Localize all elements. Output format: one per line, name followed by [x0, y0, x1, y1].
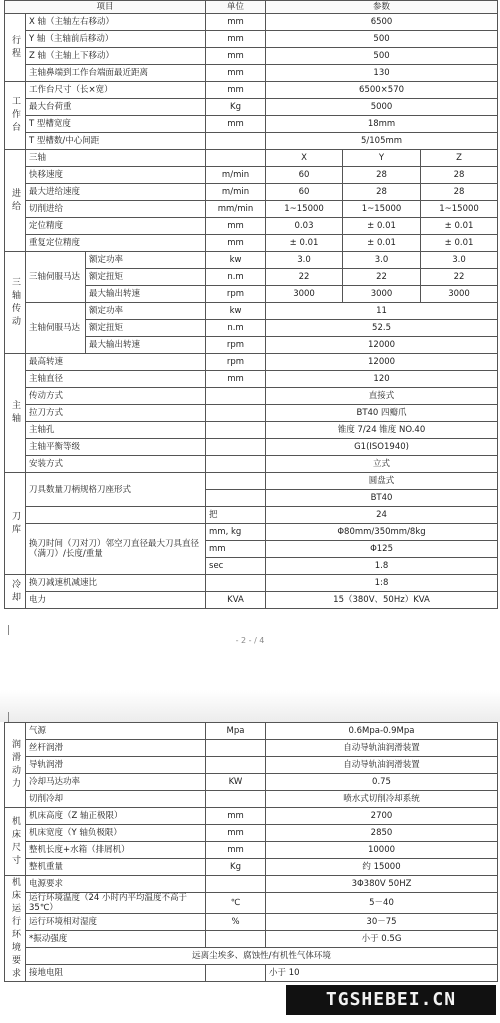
spec-unit: Kg [206, 859, 266, 876]
spec-value: 12000 [266, 354, 498, 371]
table-row [5, 842, 498, 859]
spec-unit [206, 757, 266, 774]
spec-label: 换刀减速机减速比 [26, 575, 206, 592]
axis-value-x: 3000 [266, 286, 343, 303]
axis-value-z: 28 [421, 167, 498, 184]
table-row [5, 218, 498, 235]
spec-unit [206, 575, 266, 592]
axis-value-z: 22 [421, 269, 498, 286]
table-row [5, 524, 498, 541]
spec-unit [206, 388, 266, 405]
spec-table-2 [4, 722, 498, 982]
spec-unit: mm [206, 14, 266, 31]
spec-value: 2850 [266, 825, 498, 842]
table-row [5, 116, 498, 133]
spec-label: 快移速度 [26, 167, 206, 184]
table-row [5, 507, 498, 524]
table-row [5, 439, 498, 456]
spec-value: 6500 [266, 14, 498, 31]
spec-value: Φ80mm/350mm/8kg [266, 524, 498, 541]
spec-unit [206, 422, 266, 439]
header-unit: 单位 [206, 1, 266, 14]
table-row [5, 150, 498, 167]
axis-value-y: 28 [343, 184, 421, 201]
spec-label: 气源 [26, 723, 206, 740]
table-row [5, 592, 498, 609]
servo-subgroup-label: 三轴伺服马达 [26, 252, 86, 303]
spec-value: 18mm [266, 116, 498, 133]
table-row [5, 14, 498, 31]
axis-header: Y [343, 150, 421, 167]
spec-unit: mm/min [206, 201, 266, 218]
spec-label: Z 轴（主轴上下移动） [26, 48, 206, 65]
table-row [5, 184, 498, 201]
spec-value: 直接式 [266, 388, 498, 405]
spec-label: 运行环境温度（24 小时内平均温度不高于 35℃） [26, 893, 206, 914]
spec-label: 额定功率 [86, 252, 206, 269]
table-row [5, 31, 498, 48]
table-row [5, 405, 498, 422]
spec-value: 自动导轨油润滑装置 [266, 757, 498, 774]
spindle-group-label: 主轴 [5, 354, 26, 473]
spec-label: 主轴平衡等级 [26, 439, 206, 456]
worktable-group-label: 工作台 [5, 82, 26, 150]
table-row [5, 82, 498, 99]
empty-cell [206, 965, 266, 982]
spec-value: 130 [266, 65, 498, 82]
environment-group-label: 机床运行环境要求 [5, 876, 26, 982]
margin-mark [8, 712, 9, 722]
table-row [5, 914, 498, 931]
tool-group-label: 刀库 [5, 473, 26, 575]
machine-size-group-label: 机床尺寸 [5, 808, 26, 876]
spec-unit [206, 133, 266, 150]
table-row [5, 354, 498, 371]
spec-label: 机床高度（Z 轴正极限） [26, 808, 206, 825]
table-row [5, 757, 498, 774]
spec-label: 整机重量 [26, 859, 206, 876]
spec-label: 定位精度 [26, 218, 206, 235]
spec-value: 5000 [266, 99, 498, 116]
table-row [5, 48, 498, 65]
environment-note: 远离尘埃多、腐蚀性/有机性气体环境 [26, 948, 498, 965]
spec-unit [206, 876, 266, 893]
table-row [5, 893, 498, 914]
spec-value: 立式 [266, 456, 498, 473]
spec-value: 30－75 [266, 914, 498, 931]
table-row [5, 456, 498, 473]
axis-value-x: 60 [266, 184, 343, 201]
spec-label: 传动方式 [26, 388, 206, 405]
spec-unit: mm [206, 65, 266, 82]
spec-label: 额定扭矩 [86, 320, 206, 337]
page-number: - 2 - / 4 [235, 636, 265, 645]
spec-unit: ℃ [206, 893, 266, 914]
spec-unit [206, 439, 266, 456]
axis-value-x: 22 [266, 269, 343, 286]
page-shadow [0, 690, 500, 722]
spec-value: 0.75 [266, 774, 498, 791]
spec-label: 工作台尺寸（长×宽） [26, 82, 206, 99]
spec-label: 切削进给 [26, 201, 206, 218]
spec-label: 整机长度+水箱（排屑机） [26, 842, 206, 859]
axis-value-y: 1~15000 [343, 201, 421, 218]
axis-value-y: ± 0.01 [343, 218, 421, 235]
table-row [5, 235, 498, 252]
table-row [5, 931, 498, 948]
spec-unit: kw [206, 303, 266, 320]
spec-unit: mm, kg [206, 524, 266, 541]
empty-cell [206, 150, 266, 167]
site-watermark: TGSHEBEI.CN [286, 985, 496, 1015]
drive-group-label: 三轴传动 [5, 252, 26, 354]
spec-value: 120 [266, 371, 498, 388]
spec-value: 10000 [266, 842, 498, 859]
table-row [5, 575, 498, 592]
spec-unit: mm [206, 808, 266, 825]
axis-value-z: 1~15000 [421, 201, 498, 218]
spec-unit: % [206, 914, 266, 931]
spec-unit: rpm [206, 337, 266, 354]
spec-label: 换刀时间（刀对刀）邻空刀直径最大刀具直径（满刀）/长度/重量 [26, 524, 206, 575]
spec-unit [206, 405, 266, 422]
spec-value: 喷水式切削冷却系统 [266, 791, 498, 808]
axis-value-z: ± 0.01 [421, 235, 498, 252]
spec-value: 12000 [266, 337, 498, 354]
axis-value-y: ± 0.01 [343, 235, 421, 252]
spec-value: 5－40 [266, 893, 498, 914]
axis-header-label: 三轴 [26, 150, 206, 167]
table-row [5, 876, 498, 893]
table-row [5, 791, 498, 808]
axis-value-x: 60 [266, 167, 343, 184]
axis-value-y: 3000 [343, 286, 421, 303]
table-row [5, 252, 498, 269]
spec-value: 500 [266, 48, 498, 65]
axis-value-z: 3.0 [421, 252, 498, 269]
cooling-group-label: 冷却 [5, 575, 26, 609]
table-row [5, 371, 498, 388]
table-row [5, 65, 498, 82]
spec-unit: mm [206, 842, 266, 859]
spec-label: 机床宽度（Y 轴负极限） [26, 825, 206, 842]
table-row [5, 808, 498, 825]
spec-unit: Kg [206, 99, 266, 116]
table-header-row [5, 1, 498, 14]
table-row [5, 201, 498, 218]
spec-label: 电力 [26, 592, 206, 609]
spec-label: *振动强度 [26, 931, 206, 948]
spec-unit: m/min [206, 184, 266, 201]
margin-mark [8, 625, 9, 635]
axis-value-y: 22 [343, 269, 421, 286]
axis-header: Z [421, 150, 498, 167]
axis-value-x: 1~15000 [266, 201, 343, 218]
table-row [5, 167, 498, 184]
spec-label: Y 轴（主轴前后移动） [26, 31, 206, 48]
spec-unit: mm [206, 82, 266, 99]
spec-label: 最大输出转速 [86, 286, 206, 303]
spec-value: Φ125 [266, 541, 498, 558]
axis-value-y: 3.0 [343, 252, 421, 269]
axis-value-z: 3000 [421, 286, 498, 303]
spec-label: 重复定位精度 [26, 235, 206, 252]
travel-group-label: 行程 [5, 14, 26, 82]
spec-label: X 轴（主轴左右移动） [26, 14, 206, 31]
table-row [5, 723, 498, 740]
axis-value-z: 28 [421, 184, 498, 201]
table-row [5, 948, 498, 965]
table-row [5, 825, 498, 842]
spec-value: 15（380V、50Hz）KVA [266, 592, 498, 609]
spec-label: 接地电阻 [26, 965, 206, 982]
spec-value: 1:8 [266, 575, 498, 592]
spec-label: 拉刀方式 [26, 405, 206, 422]
spec-value: BT40 [266, 490, 498, 507]
spec-unit: mm [206, 116, 266, 133]
spec-value: 锥度 7/24 锥度 NO.40 [266, 422, 498, 439]
spec-label: 额定扭矩 [86, 269, 206, 286]
spec-value: 圆盘式 [266, 473, 498, 490]
spec-label: 最高转速 [26, 354, 206, 371]
table-row [5, 422, 498, 439]
spec-unit: mm [206, 218, 266, 235]
spec-label: 冷却马达功率 [26, 774, 206, 791]
spec-unit [206, 456, 266, 473]
header-param: 参数 [266, 1, 498, 14]
spec-label: 最大输出转速 [86, 337, 206, 354]
spec-value: 52.5 [266, 320, 498, 337]
spec-unit: mm [206, 371, 266, 388]
spec-unit: rpm [206, 354, 266, 371]
spec-label: 安装方式 [26, 456, 206, 473]
spec-unit: 把 [206, 507, 266, 524]
spec-label: 电源要求 [26, 876, 206, 893]
axis-value-z: ± 0.01 [421, 218, 498, 235]
spec-unit [206, 740, 266, 757]
servo-subgroup-label: 主轴伺服马达 [26, 303, 86, 354]
spec-value: 2700 [266, 808, 498, 825]
spec-unit [206, 791, 266, 808]
table-row [5, 473, 498, 490]
spec-value: 0.6Mpa-0.9Mpa [266, 723, 498, 740]
spec-table-1 [4, 0, 498, 609]
spec-unit: n.m [206, 269, 266, 286]
table-row [5, 774, 498, 791]
spec-value: 24 [266, 507, 498, 524]
table-row [5, 133, 498, 150]
spec-value: 5/105mm [266, 133, 498, 150]
spec-label: T 型槽宽度 [26, 116, 206, 133]
spec-unit: sec [206, 558, 266, 575]
spec-unit: mm [206, 31, 266, 48]
spec-value: 6500×570 [266, 82, 498, 99]
spec-label: 额定功率 [86, 303, 206, 320]
spec-value: 1.8 [266, 558, 498, 575]
spec-unit: mm [206, 541, 266, 558]
spec-value: 约 15000 [266, 859, 498, 876]
spec-value: BT40 四瓣爪 [266, 405, 498, 422]
spec-page-2 [0, 722, 500, 1023]
spec-label: 切削冷却 [26, 791, 206, 808]
spec-unit: n.m [206, 320, 266, 337]
table-row [5, 965, 498, 982]
spec-unit: mm [206, 48, 266, 65]
spec-value: 500 [266, 31, 498, 48]
axis-header: X [266, 150, 343, 167]
axis-value-x: 0.03 [266, 218, 343, 235]
axis-value-x: 3.0 [266, 252, 343, 269]
axis-value-x: ± 0.01 [266, 235, 343, 252]
spec-label: 刀具数量刀柄规格刀座形式 [26, 473, 206, 507]
table-row [5, 388, 498, 405]
header-item: 项目 [5, 1, 206, 14]
spec-unit: mm [206, 235, 266, 252]
table-row [5, 99, 498, 116]
spec-label: 主轴鼻端到工作台端面最近距离 [26, 65, 206, 82]
spec-unit [206, 931, 266, 948]
spec-label: 主轴直径 [26, 371, 206, 388]
spec-value: G1(ISO1940) [266, 439, 498, 456]
spec-unit: m/min [206, 167, 266, 184]
axis-value-y: 28 [343, 167, 421, 184]
spec-label: 主轴孔 [26, 422, 206, 439]
spec-value: 11 [266, 303, 498, 320]
empty-cell [26, 507, 206, 524]
spec-label: 运行环境相对湿度 [26, 914, 206, 931]
spec-unit: KVA [206, 592, 266, 609]
spec-value: 自动导轨油润滑装置 [266, 740, 498, 757]
spec-value: 3Φ380V 50HZ [266, 876, 498, 893]
lubrication-group-label: 润滑动力 [5, 723, 26, 808]
empty-cell [206, 473, 266, 490]
spec-unit: rpm [206, 286, 266, 303]
spec-label: 导轨润滑 [26, 757, 206, 774]
table-row [5, 859, 498, 876]
spec-unit: KW [206, 774, 266, 791]
spec-value: 小于 0.5G [266, 931, 498, 948]
spec-unit: mm [206, 825, 266, 842]
spec-unit: Mpa [206, 723, 266, 740]
spec-unit: kw [206, 252, 266, 269]
table-row [5, 303, 498, 320]
spec-label: T 型槽数/中心间距 [26, 133, 206, 150]
spec-label: 最大台荷重 [26, 99, 206, 116]
feed-group-label: 进给 [5, 150, 26, 252]
spec-value: 小于 10 [266, 965, 498, 982]
table-row [5, 740, 498, 757]
spec-label: 最大进给速度 [26, 184, 206, 201]
spec-label: 丝杆润滑 [26, 740, 206, 757]
empty-cell [206, 490, 266, 507]
